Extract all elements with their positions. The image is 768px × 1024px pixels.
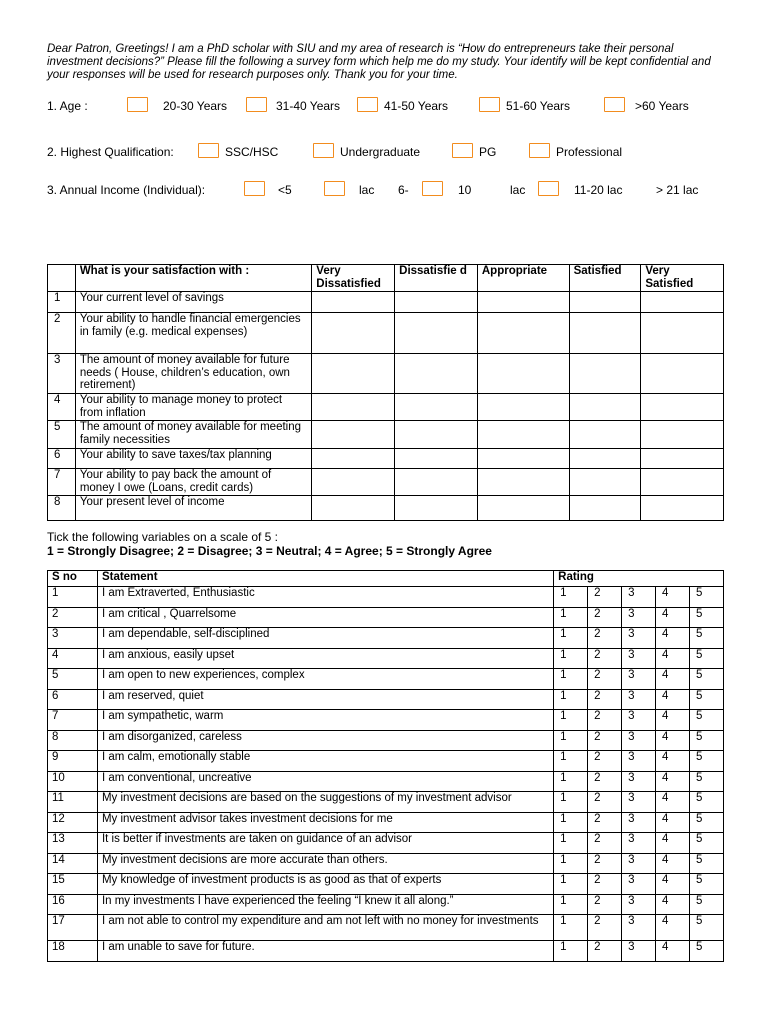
satisfaction-row [48,313,724,354]
rating-table [47,570,724,962]
rating-option-2[interactable]: 2 [588,874,622,895]
rating-row-number: 10 [48,771,98,792]
rating-option-2[interactable]: 2 [588,751,622,772]
income-lac-label-1: lac [359,183,375,197]
rating-option-3[interactable]: 3 [622,648,656,669]
rating-option-2[interactable]: 2 [588,853,622,874]
satisfaction-row [48,421,724,449]
ssc-hsc-label: SSC/HSC [225,145,279,159]
rating-row-number: 18 [48,941,98,962]
age-20-30-label: 20-30 Years [163,99,228,113]
satisfaction-response-cell[interactable] [477,449,569,469]
age-51-60-checkbox[interactable] [479,97,500,112]
rating-row [48,874,724,895]
rating-option-2[interactable]: 2 [588,628,622,649]
ssc-hsc-checkbox[interactable] [198,143,219,158]
rating-option-4[interactable]: 4 [656,587,690,608]
rating-option-5[interactable]: 5 [689,894,723,915]
rating-option-1[interactable]: 1 [554,730,588,751]
rating-option-1[interactable]: 1 [554,689,588,710]
rating-option-4[interactable]: 4 [656,853,690,874]
satisfaction-response-cell[interactable] [395,449,478,469]
satisfaction-row-number: 7 [48,469,76,496]
income-lt5-checkbox[interactable] [244,181,265,196]
rating-row-number: 6 [48,689,98,710]
satisfaction-row [48,496,724,521]
rating-option-3[interactable]: 3 [622,833,656,854]
satisfaction-response-cell[interactable] [395,313,478,354]
satisfaction-response-cell[interactable] [569,313,641,354]
rating-row-statement: I am open to new experiences, complex [97,669,553,690]
rating-row [48,833,724,854]
rating-row-statement: I am disorganized, careless [97,730,553,751]
satisfaction-response-cell[interactable] [569,496,641,521]
satisfaction-row-text: Your ability to pay back the amount of money I owe (Loans, credit cards) [75,469,311,496]
satisfaction-row-number: 6 [48,449,76,469]
satisfaction-response-cell[interactable] [395,421,478,449]
satisfaction-row-text: Your current level of savings [75,292,311,313]
rating-row-number: 9 [48,751,98,772]
satisfaction-response-cell[interactable] [477,354,569,394]
rating-row-statement: I am calm, emotionally stable [97,751,553,772]
age-20-30-checkbox[interactable] [127,97,148,112]
rating-row-number: 11 [48,792,98,813]
rating-row [48,710,724,731]
rating-option-2[interactable]: 2 [588,812,622,833]
rating-row-number: 17 [48,915,98,941]
rating-option-2[interactable]: 2 [588,710,622,731]
satisfaction-response-cell[interactable] [569,394,641,421]
rating-option-1[interactable]: 1 [554,628,588,649]
rating-row [48,771,724,792]
rating-option-4[interactable]: 4 [656,874,690,895]
satisfaction-response-cell[interactable] [477,394,569,421]
rating-option-4[interactable]: 4 [656,607,690,628]
rating-option-5[interactable]: 5 [689,812,723,833]
rating-option-2[interactable]: 2 [588,792,622,813]
rating-option-4[interactable]: 4 [656,771,690,792]
satisfaction-response-cell[interactable] [395,469,478,496]
rating-option-3[interactable]: 3 [622,894,656,915]
rating-row [48,941,724,962]
satisfaction-row-number: 1 [48,292,76,313]
rating-option-2[interactable]: 2 [588,771,622,792]
income-11-20-label: 11-20 lac [574,183,623,197]
satisfaction-response-cell[interactable] [569,292,641,313]
rating-option-2[interactable]: 2 [588,648,622,669]
rating-option-1[interactable]: 1 [554,607,588,628]
rating-option-5[interactable]: 5 [689,587,723,608]
satisfaction-response-cell[interactable] [641,313,724,354]
rating-row-number: 13 [48,833,98,854]
income-lt5-label: <5 [278,183,292,197]
rating-row-number: 4 [48,648,98,669]
rating-row-statement: In my investments I have experienced the feeling “I knew it all along.” [97,894,553,915]
sat-header-very-dissatisfied: Very Dissatisfied [312,265,395,292]
rating-option-2[interactable]: 2 [588,915,622,941]
satisfaction-row-text: The amount of money available for future needs ( House, children’s education, own retirement) [75,354,311,394]
satisfaction-row-text: Your present level of income [75,496,311,521]
undergraduate-checkbox[interactable] [313,143,334,158]
rating-option-4[interactable]: 4 [656,730,690,751]
rating-row-number: 7 [48,710,98,731]
rating-row [48,628,724,649]
rating-row-statement: My investment advisor takes investment decisions for me [97,812,553,833]
rating-option-4[interactable]: 4 [656,941,690,962]
rating-row-statement: I am Extraverted, Enthusiastic [97,587,553,608]
rating-option-1[interactable]: 1 [554,751,588,772]
rating-row-statement: My knowledge of investment products is as good as that of experts [97,874,553,895]
satisfaction-response-cell[interactable] [641,394,724,421]
satisfaction-response-cell[interactable] [312,449,395,469]
satisfaction-row [48,394,724,421]
age-question [47,97,737,117]
satisfaction-response-cell[interactable] [477,313,569,354]
satisfaction-response-cell[interactable] [395,496,478,521]
pg-label: PG [479,145,497,159]
satisfaction-response-cell[interactable] [395,292,478,313]
rating-option-1[interactable]: 1 [554,771,588,792]
rating-row-number: 14 [48,853,98,874]
rating-row-statement: My investment decisions are more accurate than others. [97,853,553,874]
income-label: 3. Annual Income (Individual): [47,183,206,197]
rating-option-2[interactable]: 2 [588,587,622,608]
satisfaction-response-cell[interactable] [641,469,724,496]
rating-option-4[interactable]: 4 [656,710,690,731]
rating-row-number: 12 [48,812,98,833]
income-6-10-checkbox[interactable] [324,181,345,196]
rating-option-4[interactable]: 4 [656,792,690,813]
age-41-50-checkbox[interactable] [357,97,378,112]
rating-option-3[interactable]: 3 [622,771,656,792]
rating-option-2[interactable]: 2 [588,607,622,628]
sat-header-dissatisfied: Dissatisfie d [395,265,478,292]
qualification-question [47,143,737,163]
income-10-label: 10 [458,183,472,197]
rating-option-2[interactable]: 2 [588,833,622,854]
satisfaction-response-cell[interactable] [312,421,395,449]
rating-option-4[interactable]: 4 [656,689,690,710]
rating-row [48,812,724,833]
satisfaction-row-text: Your ability to manage money to protect from inflation [75,394,311,421]
age-label: 1. Age : [47,99,88,113]
rating-option-3[interactable]: 3 [622,874,656,895]
rating-option-1[interactable]: 1 [554,833,588,854]
satisfaction-response-cell[interactable] [312,394,395,421]
rating-option-4[interactable]: 4 [656,648,690,669]
rating-row [48,587,724,608]
rating-option-5[interactable]: 5 [689,771,723,792]
satisfaction-response-cell[interactable] [477,496,569,521]
rating-header-statement: Statement [97,571,553,587]
rating-row-number: 2 [48,607,98,628]
satisfaction-response-cell[interactable] [569,469,641,496]
income-lac-label-2: lac [510,183,526,197]
satisfaction-row-text: Your ability to handle financial emergencies in family (e.g. medical expenses) [75,313,311,354]
rating-option-3[interactable]: 3 [622,607,656,628]
rating-row [48,689,724,710]
satisfaction-response-cell[interactable] [312,354,395,394]
rating-option-5[interactable]: 5 [689,751,723,772]
rating-row [48,730,724,751]
rating-row-statement: I am dependable, self-disciplined [97,628,553,649]
rating-row-number: 1 [48,587,98,608]
rating-option-5[interactable]: 5 [689,648,723,669]
income-6-label: 6- [398,183,409,197]
rating-header-rating: Rating [554,571,724,587]
rating-option-4[interactable]: 4 [656,812,690,833]
satisfaction-response-cell[interactable] [312,292,395,313]
rating-row [48,915,724,941]
satisfaction-row-number: 4 [48,394,76,421]
rating-header-sno: S no [48,571,98,587]
rating-option-4[interactable]: 4 [656,669,690,690]
satisfaction-response-cell[interactable] [312,496,395,521]
satisfaction-row [48,354,724,394]
rating-option-3[interactable]: 3 [622,751,656,772]
satisfaction-row-number: 3 [48,354,76,394]
sat-header-appropriate: Appropriate [477,265,569,292]
scale-legend: 1 = Strongly Disagree; 2 = Disagree; 3 = Neutral; 4 = Agree; 5 = Strongly Agree [47,544,492,558]
rating-option-5[interactable]: 5 [689,915,723,941]
satisfaction-row-text: Your ability to save taxes/tax planning [75,449,311,469]
rating-option-5[interactable]: 5 [689,941,723,962]
rating-row-statement: My investment decisions are based on the suggestions of my investment advisor [97,792,553,813]
satisfaction-table [47,264,724,521]
rating-option-3[interactable]: 3 [622,710,656,731]
satisfaction-row-number: 8 [48,496,76,521]
satisfaction-response-cell[interactable] [569,421,641,449]
rating-row-statement: I am conventional, uncreative [97,771,553,792]
rating-row-statement: I am critical , Quarrelsome [97,607,553,628]
rating-row-number: 5 [48,669,98,690]
rating-option-1[interactable]: 1 [554,874,588,895]
rating-option-4[interactable]: 4 [656,833,690,854]
income-11-20-checkbox[interactable] [538,181,559,196]
sat-header-satisfied: Satisfied [569,265,641,292]
satisfaction-response-cell[interactable] [641,421,724,449]
satisfaction-response-cell[interactable] [395,354,478,394]
professional-label: Professional [556,145,623,159]
rating-option-1[interactable]: 1 [554,587,588,608]
rating-option-4[interactable]: 4 [656,751,690,772]
rating-option-1[interactable]: 1 [554,894,588,915]
rating-row-number: 16 [48,894,98,915]
age-31-40-label: 31-40 Years [276,99,341,113]
rating-option-1[interactable]: 1 [554,792,588,813]
rating-option-4[interactable]: 4 [656,894,690,915]
rating-row [48,607,724,628]
satisfaction-response-cell[interactable] [641,354,724,394]
rating-option-1[interactable]: 1 [554,710,588,731]
rating-option-1[interactable]: 1 [554,941,588,962]
professional-checkbox[interactable] [529,143,550,158]
satisfaction-row [48,292,724,313]
sat-header-blank [48,265,76,292]
rating-option-3[interactable]: 3 [622,792,656,813]
rating-row-number: 8 [48,730,98,751]
rating-option-2[interactable]: 2 [588,894,622,915]
rating-option-5[interactable]: 5 [689,669,723,690]
rating-option-3[interactable]: 3 [622,915,656,941]
rating-option-3[interactable]: 3 [622,941,656,962]
rating-option-3[interactable]: 3 [622,587,656,608]
rating-option-1[interactable]: 1 [554,915,588,941]
age-60-plus-checkbox[interactable] [604,97,625,112]
rating-option-5[interactable]: 5 [689,607,723,628]
rating-option-5[interactable]: 5 [689,710,723,731]
rating-option-1[interactable]: 1 [554,669,588,690]
rating-option-5[interactable]: 5 [689,853,723,874]
rating-option-3[interactable]: 3 [622,689,656,710]
satisfaction-row-number: 2 [48,313,76,354]
satisfaction-response-cell[interactable] [312,469,395,496]
satisfaction-row [48,469,724,496]
sat-header-very-satisfied: Very Satisfied [641,265,724,292]
rating-option-4[interactable]: 4 [656,915,690,941]
rating-row [48,669,724,690]
satisfaction-response-cell[interactable] [569,449,641,469]
pg-checkbox[interactable] [452,143,473,158]
rating-row [48,853,724,874]
income-question [47,181,737,201]
rating-option-1[interactable]: 1 [554,853,588,874]
satisfaction-row [48,449,724,469]
satisfaction-response-cell[interactable] [569,354,641,394]
satisfaction-response-cell[interactable] [477,469,569,496]
satisfaction-row-text: The amount of money available for meeting family necessities [75,421,311,449]
undergraduate-label: Undergraduate [340,145,421,159]
age-31-40-checkbox[interactable] [246,97,267,112]
income-21-plus-label: > 21 lac [656,183,699,197]
sat-header-topic: What is your satisfaction with : [75,265,311,292]
rating-option-5[interactable]: 5 [689,833,723,854]
rating-row-number: 3 [48,628,98,649]
rating-option-2[interactable]: 2 [588,730,622,751]
rating-option-3[interactable]: 3 [622,812,656,833]
satisfaction-response-cell[interactable] [641,292,724,313]
satisfaction-response-cell[interactable] [641,449,724,469]
satisfaction-response-cell[interactable] [641,496,724,521]
rating-row-statement: It is better if investments are taken on guidance of an advisor [97,833,553,854]
rating-option-3[interactable]: 3 [622,628,656,649]
rating-option-5[interactable]: 5 [689,689,723,710]
age-51-60-label: 51-60 Years [506,99,571,113]
rating-row-number: 15 [48,874,98,895]
income-10-checkbox[interactable] [422,181,443,196]
rating-row-statement: I am not able to control my expenditure and am not left with no money for investments [97,915,553,941]
rating-row [48,648,724,669]
satisfaction-response-cell[interactable] [312,313,395,354]
rating-option-5[interactable]: 5 [689,730,723,751]
satisfaction-response-cell[interactable] [395,394,478,421]
satisfaction-response-cell[interactable] [477,421,569,449]
intro-paragraph: Dear Patron, Greetings! I am a PhD scholar with SIU and my area of research is “How do entrepreneurs take their personal investment decisions?” Please fill the following a survey form which help me do my study. Your identify will be kept confidential and your responses will be used for research purposes only. Thank you for your time. [47,43,711,81]
scale-instruction-text: Tick the following variables on a scale of 5 : [47,530,279,544]
rating-row-statement: I am unable to save for future. [97,941,553,962]
rating-row-statement: I am anxious, easily upset [97,648,553,669]
rating-option-1[interactable]: 1 [554,812,588,833]
rating-option-2[interactable]: 2 [588,669,622,690]
age-41-50-label: 41-50 Years [384,99,449,113]
rating-option-3[interactable]: 3 [622,730,656,751]
rating-row-statement: I am reserved, quiet [97,689,553,710]
rating-option-2[interactable]: 2 [588,689,622,710]
satisfaction-response-cell[interactable] [477,292,569,313]
satisfaction-row-number: 5 [48,421,76,449]
rating-option-3[interactable]: 3 [622,669,656,690]
rating-option-5[interactable]: 5 [689,628,723,649]
scale-instructions [47,530,492,558]
rating-option-1[interactable]: 1 [554,648,588,669]
qualification-label: 2. Highest Qualification: [47,145,174,159]
rating-row [48,894,724,915]
rating-option-3[interactable]: 3 [622,853,656,874]
age-60-plus-label: >60 Years [635,99,689,113]
rating-option-5[interactable]: 5 [689,792,723,813]
rating-row [48,751,724,772]
rating-row-statement: I am sympathetic, warm [97,710,553,731]
rating-option-5[interactable]: 5 [689,874,723,895]
rating-option-4[interactable]: 4 [656,628,690,649]
rating-row [48,792,724,813]
rating-option-2[interactable]: 2 [588,941,622,962]
